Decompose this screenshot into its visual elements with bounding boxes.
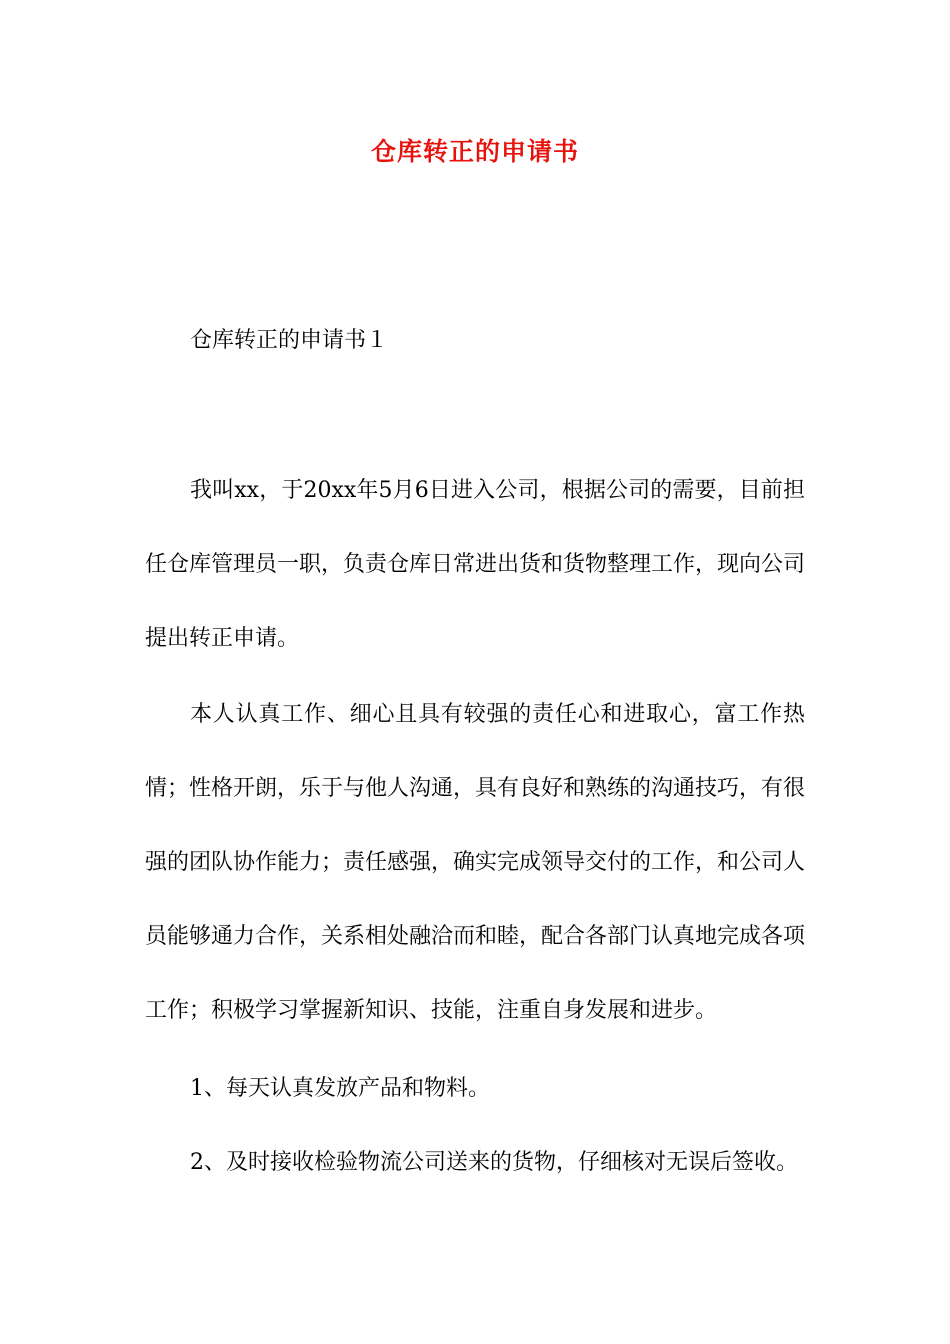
list-item-text: 2、及时接收检验物流公司送来的货物，仔细核对无误后签收。 [190, 1150, 798, 1175]
list-item-text: 1、每天认真发放产品和物料。 [190, 1076, 490, 1101]
list-item-1 [145, 1052, 805, 1126]
document-title: 仓库转正的申请书 [370, 137, 579, 166]
paragraph-text: 本人认真工作、细心且具有较强的责任心和进取心，富工作热情；性格开朗，乐于与他人沟通，具有良好和熟练的沟通技巧，有很强的团队协作能力；责任感强，确实完成领导交付的工作，和公司人员能够通力合作，关系相处融洽而和睦，配合各部门认真地完成各项工作；积极学习掌握新知识、技能，注重自身发展和进步。 [145, 702, 806, 1023]
list-item-2 [145, 1126, 805, 1200]
paragraph-self-assessment [145, 678, 805, 1048]
section-heading: 仓库转正的申请书１ [190, 328, 389, 353]
paragraph-intro [145, 454, 805, 676]
paragraph-text: 我叫xx，于20xx年5月6日进入公司，根据公司的需要，目前担任仓库管理员一职，负责仓库日常进出货和货物整理工作，现向公司提出转正申请。 [145, 478, 806, 651]
